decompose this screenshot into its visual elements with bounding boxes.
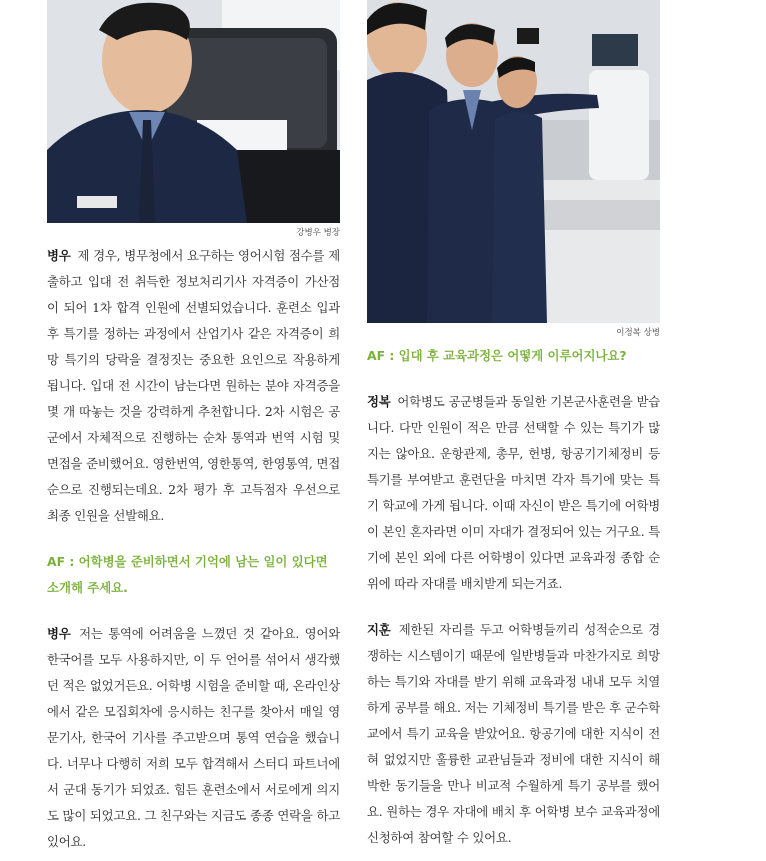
left-column [47,0,340,855]
photo-caption: 강병우 병장 [296,228,340,238]
right-column [367,0,660,851]
answer-paragraph [367,617,660,851]
interview-question: AF : 입대 후 교육과정은 어떻게 이루어지나요? [367,348,627,363]
answer-text: 저는 통역에 어려움을 느꼈던 것 같아요. 영어와 한국어를 모두 사용하지만, 이 두 언어를 섞어서 생각했던 적은 없었거든요. 어학병 시험을 준비할 때, 온라인상에서 같은 모집회차에 응시하는 친구를 찾아서 매일 영문기사, 한국어 기사를 주고받으며 통역 연습을 했습니다. 너무나 다행히 저희 모두 합격해서 스터디 파트너에서 군대 동기가 되었죠. 힘든 훈련소에서 서로에게 의지도 많이 되었고요. 그 친구와는 지금도 종종 연락을 하고 있어요. [47,626,340,849]
answer-paragraph [47,243,340,529]
answer-text: 제한된 자리를 두고 어학병들끼리 성적순으로 경쟁하는 시스템이기 때문에 일반병들과 마찬가지로 희망하는 특기와 자대를 받기 위해 교육과정 내내 모두 치열하게 공부를 해요. 저는 기체정비 특기를 받은 후 군수학교에서 특기 교육을 받았어요. 항공기에 대한 지식이 전혀 없었지만 훌륭한 교관님들과 정비에 대한 지식이 해박한 동기들을 만나 비교적 수월하게 특기 공부를 했어요. 원하는 경우 자대에 배치 후 어학병 보수 교육과정에 신청하여 참여할 수 있어요. [367,622,660,845]
photo-illustration [367,0,660,323]
speaker-name: 지훈 [367,622,391,637]
photo-lee-jeongbok [367,0,660,323]
answer-paragraph [47,621,340,855]
photo-caption: 이정복 상병 [616,328,660,338]
photo-illustration [47,0,340,223]
speaker-name: 정복 [367,394,391,409]
speaker-name: 병우 [47,248,71,263]
answer-text: 어학병도 공군병들과 동일한 기본군사훈련을 받습니다. 다만 인원이 적은 만큼 선택할 수 있는 특기가 많지는 않아요. 운항관제, 총무, 헌병, 항공기기체정비 등 특기를 부여받고 훈련단을 마치면 각자 특기에 맞는 특기 학교에 가게 됩니다. 이때 자신이 받은 특기에 어학병이 본인 혼자라면 이미 자대가 결정되어 있는 거구요. 특기에 본인 외에 다른 어학병이 있다면 교육과정 종합 순위에 따라 자대를 배치받게 되는거죠. [367,394,660,591]
speaker-name: 병우 [47,626,71,641]
answer-paragraph [367,389,660,597]
answer-text: 제 경우, 병무청에서 요구하는 영어시험 점수를 제출하고 입대 전 취득한 정보처리기사 자격증이 가산점이 되어 1차 합격 인원에 선별되었습니다. 훈련소 입과 후 특기를 정하는 과정에서 산업기사 같은 자격증이 희망 특기의 당락을 결정짓는 중요한 요인으로 작용하게 됩니다. 입대 전 시간이 남는다면 원하는 분야 자격증을 몇 개 따놓는 것을 강력하게 추천합니다. 2차 시험은 공군에서 자체적으로 진행하는 순차 통역과 번역 시험 및 면접을 준비했어요. 영한번역, 영한통역, 한영통역, 면접 순으로 진행되는데요. 2차 평가 후 고득점자 우선으로 최종 인원을 선발해요. [47,248,340,523]
photo-kang-byeongwoo [47,0,340,223]
interview-question: AF : 어학병을 준비하면서 기억에 남는 일이 있다면 소개해 주세요. [47,554,328,595]
